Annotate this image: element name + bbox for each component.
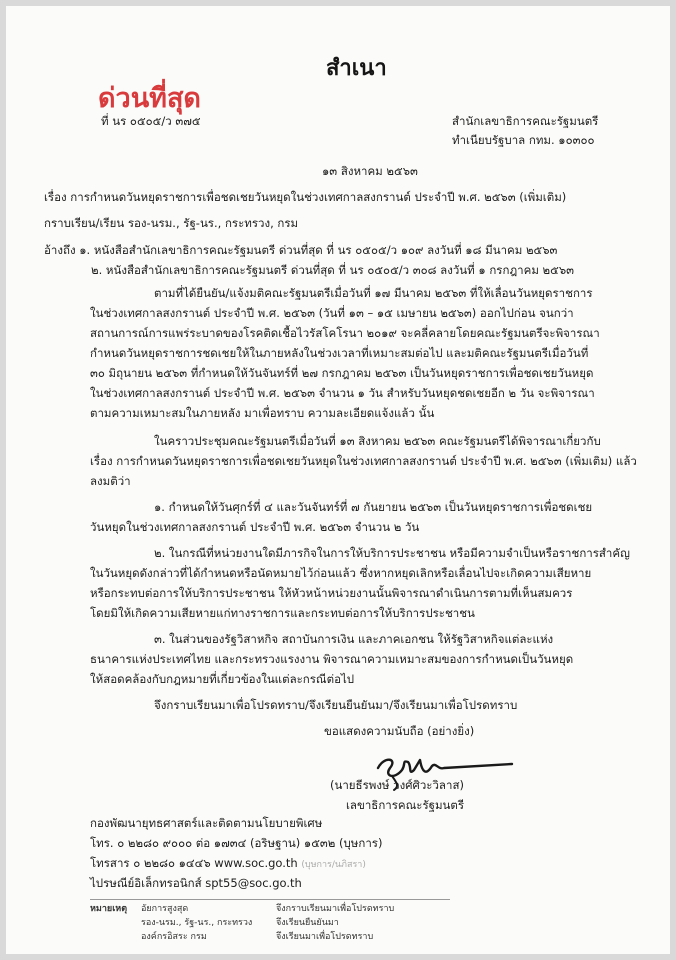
paragraph-line: ตามที่ได้ยืนยัน/แจ้งมติคณะรัฐมนตรีเมื่อวันที่ ๑๗ มีนาคม ๒๕๖๓ ที่ให้เลื่อนวันหยุดราชการ (154, 286, 593, 300)
sender-address: ทำเนียบรัฐบาล กทม. ๑๐๓๐๐ (452, 133, 595, 147)
paragraph-line: ให้สอดคล้องกับกฎหมายที่เกี่ยวข้องในแต่ละกรณีต่อไป (90, 672, 355, 686)
reference-1: อ้างถึง ๑. หนังสือสำนักเลขาธิการคณะรัฐมนตรี ด่วนที่สุด ที่ นร ๐๕๐๕/ว ๑๐๙ ลงวันที่ ๑๘ มีนาคม ๒๕๖๓ (44, 243, 558, 257)
paragraph-line: ๓๐ มิถุนายน ๒๕๖๓ ที่กำหนดให้วันจันทร์ที่ ๒๗ กรกฎาคม ๒๕๖๓ เป็นวันหยุดราชการเพื่อชดเชยวันหยุด (90, 366, 594, 380)
paragraph-line: ในช่วงเทศกาลสงกรานต์ ประจำปี พ.ศ. ๒๕๖๓ (วันที่ ๑๓ – ๑๕ เมษายน ๒๕๖๓) ออกไปก่อน จนกว่า (90, 306, 574, 320)
notes-label: หมายเหตุ (90, 904, 128, 914)
signer-name: (นายธีรพงษ์ วงศ์ศิวะวิลาส) (330, 778, 464, 792)
paragraph-line: ธนาคารแห่งประเทศไทย และกระทรวงแรงงาน พิจารณาความเหมาะสมของการกำหนดเป็นวันหยุด (90, 652, 574, 666)
office-name: กองพัฒนายุทธศาสตร์และติดตามนโยบายพิเศษ (90, 816, 323, 830)
closing-statement: จึงกราบเรียนมาเพื่อโปรดทราบ/จึงเรียนยืนยันมา/จึงเรียนมาเพื่อโปรดทราบ (154, 698, 518, 712)
urgency-stamp: ด่วนที่สุด (98, 83, 201, 114)
reference-2: ๒. หนังสือสำนักเลขาธิการคณะรัฐมนตรี ด่วนที่สุด ที่ นร ๐๕๐๕/ว ๓๐๘ ลงวันที่ ๑ กรกฎาคม ๒๕๖๓ (91, 263, 574, 277)
fax-number: โทรสาร ๐ ๒๒๘๐ ๑๔๔๖ www.soc.go.th (90, 856, 298, 870)
signer-title: เลขาธิการคณะรัฐมนตรี (346, 798, 465, 812)
paragraph-line: ๑. กำหนดให้วันศุกร์ที่ ๔ และวันจันทร์ที่ ๗ กันยายน ๒๕๖๓ เป็นวันหยุดราชการเพื่อชดเชย (154, 500, 593, 514)
paragraph-line: ในวันหยุดดังกล่าวที่ได้กำหนดหรือนัดหมายไว้ก่อนแล้ว ซึ่งหากหยุดเลิกหรือเลื่อนไปจะเกิดความเสียหาย (90, 566, 592, 580)
salutation: กราบเรียน/เรียน รอง-นรม., รัฐ-นร., กระทรวง, กรม (44, 216, 299, 230)
note-recipient: รอง-นรม., รัฐ-นร., กระทรวง (141, 918, 253, 928)
paragraph-line: ลงมติว่า (90, 474, 131, 488)
notes-divider (90, 899, 450, 900)
paragraph-line: วันหยุดในช่วงเทศกาลสงกรานต์ ประจำปี พ.ศ. ๒๕๖๓ จำนวน ๒ วัน (90, 520, 420, 534)
email: ไปรษณีย์อิเล็กทรอนิกส์ spt55@soc.go.th (90, 876, 302, 890)
document-date: ๑๓ สิงหาคม ๒๕๖๓ (322, 164, 418, 178)
fax-contact: (บุษการ/นภิสรา) (301, 860, 366, 870)
note-recipient: องค์กรอิสระ กรม (141, 932, 207, 942)
note-action: จึงเรียนยืนยันมา (276, 918, 339, 928)
paragraph-line: โดยมิให้เกิดความเสียหายแก่ทางราชการและกระทบต่อการให้บริการประชาชน (90, 606, 475, 620)
paragraph-line: กำหนดวันหยุดราชการชดเชยให้ในภายหลังในช่วงเวลาที่เหมาะสมต่อไป และมติคณะรัฐมนตรีเมื่อวันที่ (90, 346, 589, 360)
note-recipient: อัยการสูงสุด (141, 904, 189, 914)
paragraph-line: สถานการณ์การแพร่ระบาดของโรคติดเชื้อไวรัสโคโรนา ๒๐๑๙ จะคลี่คลายโดยคณะรัฐมนตรีจะพิจารณา (90, 326, 600, 340)
paragraph-line: หรือกระทบต่อการให้บริการประชาชน ให้หัวหน้าหน่วยงานนั้นพิจารณาดำเนินการตามที่เห็นสมควร (90, 586, 573, 600)
complimentary-close: ขอแสดงความนับถือ (อย่างยิ่ง) (324, 724, 475, 738)
document-page (6, 6, 670, 954)
telephone: โทร. ๐ ๒๒๘๐ ๙๐๐๐ ต่อ ๑๗๓๔ (อริษฐาน) ๑๕๓๒ (บุษการ) (90, 836, 383, 850)
paragraph-line: เรื่อง การกำหนดวันหยุดราชการเพื่อชดเชยวันหยุดในช่วงเทศกาลสงกรานต์ ประจำปี พ.ศ. ๒๕๖๓ (เพิ่มเติม) แล้ว (90, 454, 637, 468)
paragraph-line: ๒. ในกรณีที่หน่วยงานใดมีภารกิจในการให้บริการประชาชน หรือมีความจำเป็นหรือราชการสำคัญ (154, 546, 630, 560)
paragraph-line: ในคราวประชุมคณะรัฐมนตรีเมื่อวันที่ ๑๓ สิงหาคม ๒๕๖๓ คณะรัฐมนตรีได้พิจารณาเกี่ยวกับ (154, 434, 601, 448)
sender-office: สำนักเลขาธิการคณะรัฐมนตรี (452, 114, 599, 128)
paragraph-line: ตามความเหมาะสมในภายหลัง มาเพื่อทราบ ความละเอียดแจ้งแล้ว นั้น (90, 406, 435, 420)
copy-stamp: สำเนา (326, 56, 387, 81)
note-action: จึงเรียนมาเพื่อโปรดทราบ (276, 932, 374, 942)
reference-number: ที่ นร ๐๕๐๕/ว ๓๗๕ (101, 114, 201, 128)
paragraph-line: ๓. ในส่วนของรัฐวิสาหกิจ สถาบันการเงิน และภาคเอกชน ให้รัฐวิสาหกิจแต่ละแห่ง (154, 632, 554, 646)
note-action: จึงกราบเรียนมาเพื่อโปรดทราบ (276, 904, 395, 914)
subject-line: เรื่อง การกำหนดวันหยุดราชการเพื่อชดเชยวันหยุดในช่วงเทศกาลสงกรานต์ ประจำปี พ.ศ. ๒๕๖๓ (เพิ่มเติม) (44, 190, 567, 204)
paragraph-line: ในช่วงเทศกาลสงกรานต์ ประจำปี พ.ศ. ๒๕๖๓ จำนวน ๑ วัน สำหรับวันหยุดชดเชยอีก ๒ วัน จะพิจารณา (90, 386, 595, 400)
fax (90, 856, 366, 872)
